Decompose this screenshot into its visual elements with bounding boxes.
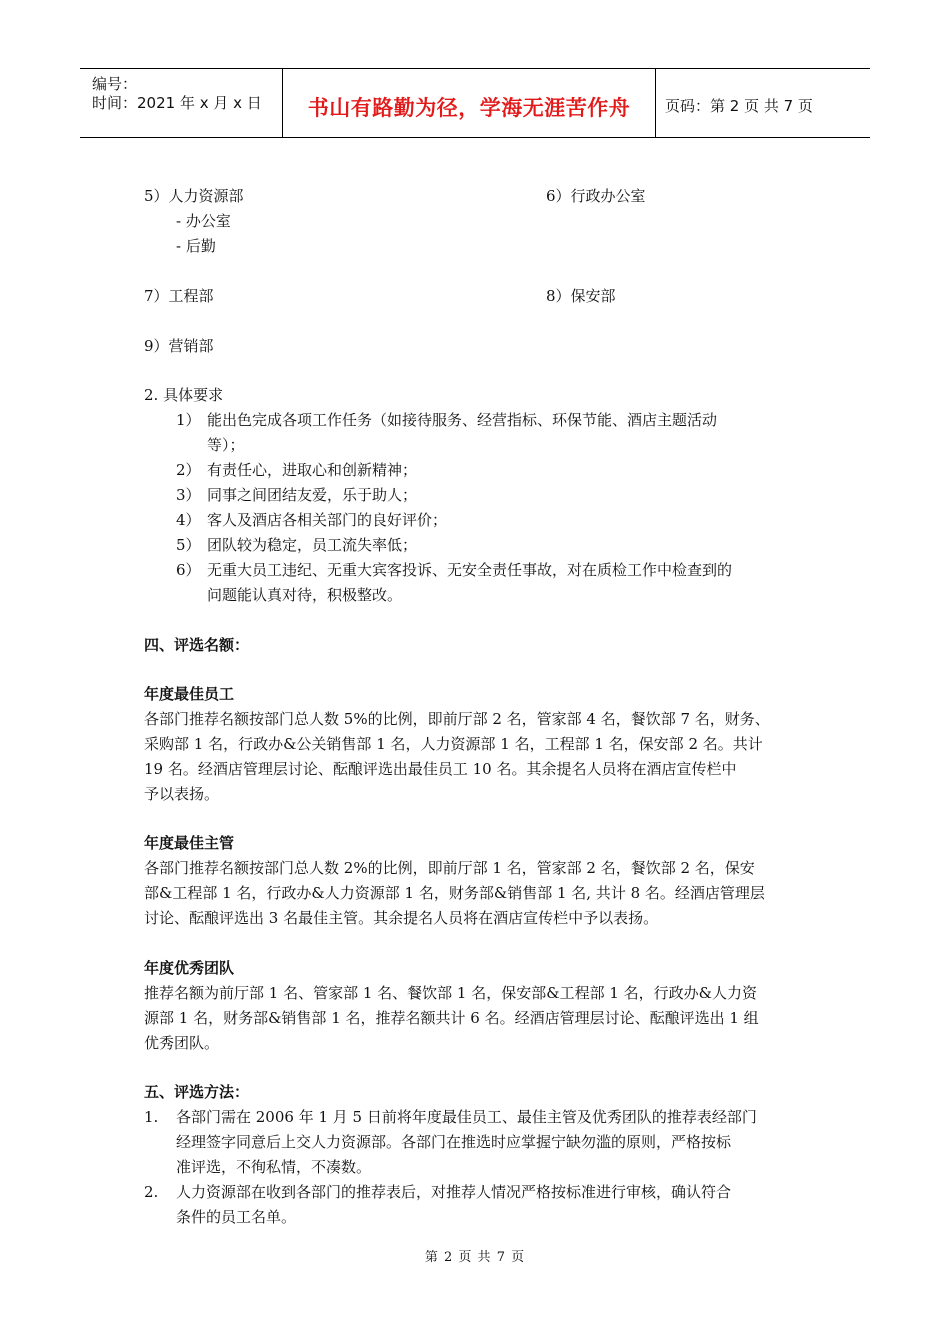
time-label: 时间：2021 年 x 月 x 日 bbox=[92, 94, 262, 112]
list-number: 5） bbox=[176, 536, 201, 554]
header-info-cell bbox=[80, 69, 282, 137]
list-item: 人力资源部在收到各部门的推荐表后，对推荐人情况严格按标准进行审核，确认符合 条件的员工名单。 bbox=[176, 1183, 732, 1226]
page-footer: 第 2 页 共 7 页 bbox=[424, 1250, 526, 1265]
list-number: 2） bbox=[176, 461, 201, 479]
list-item: 客人及酒店各相关部门的良好评价； bbox=[207, 511, 448, 529]
header-motto-cell bbox=[282, 69, 656, 137]
list-item: 各部门需在 2006 年 1 月 5 日前将年度最佳员工、最佳主管及优秀团队的推荐表经部门 经理签字同意后上交人力资源部。各部门在推选时应掌握宁缺勿滥的原则，严格按标 准评选，不徇私情，不凑数。 bbox=[176, 1108, 757, 1176]
paragraph: 推荐名额为前厅部 1 名、管家部 1 名、餐饮部 1 名，保安部&工程部 1 名，行政办&人力资 源部 1 名，财务部&销售部 1 名，推荐名额共计 6 名。经酒店管理层讨论、酝酿评选出 1 组 优秀团队。 bbox=[144, 984, 759, 1052]
list-number: 4） bbox=[176, 511, 201, 529]
department-item: 7）工程部 bbox=[144, 287, 214, 305]
department-item: 9）营销部 bbox=[144, 337, 214, 355]
subsection-title: 年度优秀团队 bbox=[144, 959, 235, 977]
department-item: 8）保安部 bbox=[546, 287, 616, 305]
department-subitem: - 后勤 bbox=[176, 237, 216, 255]
list-number: 6） bbox=[176, 561, 201, 579]
motto: 书山有路勤为径，学海无涯苦作舟 bbox=[307, 96, 631, 120]
section-heading: 四、评选名额： bbox=[144, 636, 250, 654]
list-item: 团队较为稳定，员工流失率低； bbox=[207, 536, 418, 554]
list-item: 无重大员工违纪、无重大宾客投诉、无安全责任事故，对在质检工作中检查到的 问题能认真对待，积极整改。 bbox=[207, 561, 733, 604]
subsection-title: 年度最佳员工 bbox=[144, 685, 235, 703]
list-number: 1. bbox=[144, 1108, 159, 1126]
list-number: 2. bbox=[144, 1183, 159, 1201]
list-number: 3） bbox=[176, 486, 201, 504]
header-page-cell bbox=[655, 69, 870, 137]
list-item: 同事之间团结友爱，乐于助人； bbox=[207, 486, 418, 504]
list-item: 有责任心，进取心和创新精神； bbox=[207, 461, 418, 479]
paragraph: 各部门推荐名额按部门总人数 5%的比例，即前厅部 2 名，管家部 4 名，餐饮部 7 名，财务、 采购部 1 名，行政办&公关销售部 1 名，人力资源部 1 名，工程部 1 名，保安部 2 名。共计 19 名。经酒店管理层讨论、酝酿评选出最佳员工 10 名。其余提名人员将在酒店宣传栏中 予以表扬。 bbox=[144, 710, 770, 803]
page-header bbox=[80, 68, 870, 138]
list-item: 能出色完成各项工作任务（如接待服务、经营指标、环保节能、酒店主题活动 等）； bbox=[207, 411, 718, 454]
page-number-label: 页码：第 2 页 共 7 页 bbox=[665, 97, 813, 115]
list-number: 1） bbox=[176, 411, 201, 429]
requirements-heading: 2. 具体要求 bbox=[144, 386, 224, 404]
code-label: 编号： bbox=[92, 75, 138, 93]
department-item: 5）人力资源部 bbox=[144, 187, 244, 205]
department-subitem: - 办公室 bbox=[176, 212, 231, 230]
subsection-title: 年度最佳主管 bbox=[144, 834, 235, 852]
section-heading: 五、评选方法： bbox=[144, 1083, 250, 1101]
paragraph: 各部门推荐名额按部门总人数 2%的比例，即前厅部 1 名，管家部 2 名，餐饮部 2 名，保安 部&工程部 1 名，行政办&人力资源部 1 名，财务部&销售部 1 名, 共计 8 名。经酒店管理层 讨论、酝酿评选出 3 名最佳主管。其余提名人员将在酒店宣传栏中予以表扬。 bbox=[144, 859, 765, 927]
department-item: 6）行政办公室 bbox=[546, 187, 646, 205]
